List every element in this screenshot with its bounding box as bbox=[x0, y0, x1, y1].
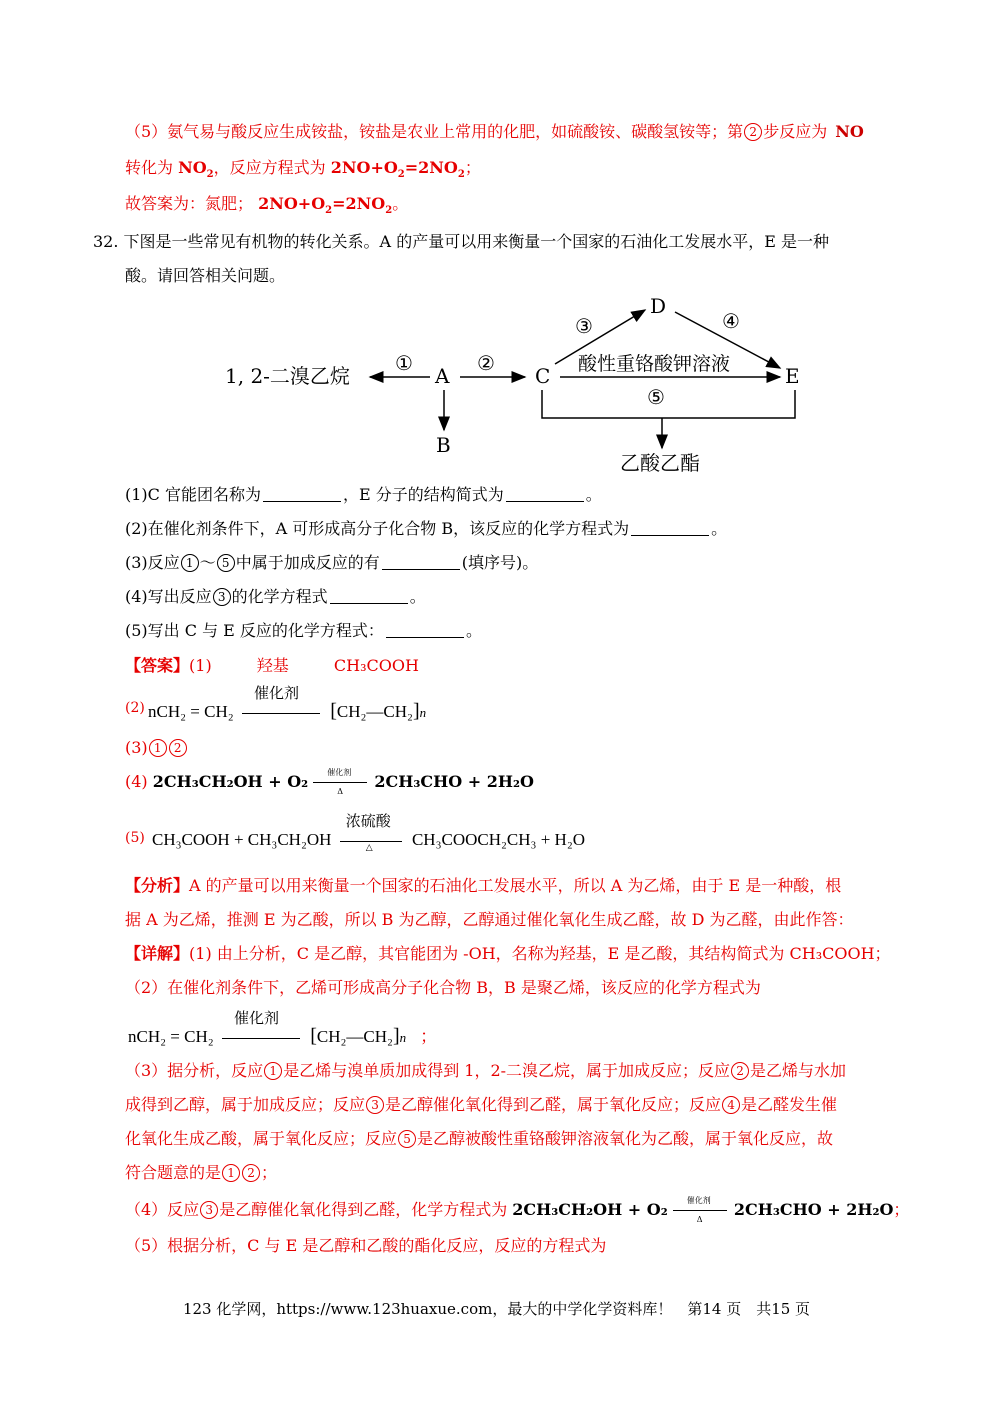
subquestion-3: (3)反应 1 ～ 5 中属于加成反应的有 (填序号)。 bbox=[125, 553, 539, 572]
bracket-r5 bbox=[542, 390, 795, 418]
detail-2-equation: nCH₂ = CH₂ 催化剂 [CH₂—CH₂]n ； bbox=[128, 1011, 438, 1047]
answer-blank bbox=[631, 521, 709, 536]
detail-line-2: （2）在催化剂条件下，乙烯可形成高分子化合物 B，B 是聚乙烯，该反应的化学方程式为 bbox=[125, 978, 761, 997]
detail-5: （5）根据分析，C 与 E 是乙醇和乙酸的酯化反应，反应的方程式为 bbox=[125, 1236, 607, 1255]
prev-line-2: 转化为 $NO_2$，反应方程式为 $2NO+O_2=2NO_2$； bbox=[125, 158, 481, 181]
label-r2: ② bbox=[477, 351, 495, 375]
answer-blank bbox=[263, 487, 341, 502]
analysis-line-1: 【分析】A 的产量可以用来衡量一个国家的石油化工发展水平，所以 A 为乙烯，由于 E 是一种酸，根 bbox=[125, 876, 842, 895]
prev-line-3: 故答案为：氮肥； $2NO+O_2=2NO_2$。 bbox=[125, 194, 409, 217]
answer-5-equation: CH₃COOH + CH₃CH₂OH 浓硫酸 △ CH₃COOCH₂CH₃ + H₂O bbox=[152, 814, 586, 852]
label-r3: ③ bbox=[575, 314, 593, 338]
node-A: A bbox=[435, 364, 450, 388]
answer-2-num: (2) bbox=[125, 700, 145, 716]
subquestion-5: (5)写出 C 与 E 反应的化学方程式： 。 bbox=[125, 621, 482, 640]
detail-3-line-1: （3）据分析，反应 1 是乙烯与溴单质加成得到 1，2-二溴乙烷，属于加成反应；反应 2 是乙烯与水加 bbox=[125, 1061, 847, 1080]
question-text-2: 酸。请回答相关问题。 bbox=[125, 266, 286, 285]
node-E: E bbox=[785, 364, 800, 388]
subquestion-1: (1)C 官能团名称为 ，E 分子的结构简式为 。 bbox=[125, 485, 602, 504]
page-footer: 123 化学网，https://www.123huaxue.com，最大的中学化学资料库！ 第14 页 共15 页 bbox=[182, 1300, 811, 1318]
analysis-line-2: 据 A 为乙烯，推测 E 为乙酸，所以 B 为乙醇，乙醇通过催化氧化生成乙醛，故 D 为乙醛，由此作答： bbox=[125, 910, 854, 929]
node-C: C bbox=[535, 364, 551, 388]
question-text-1: 32. 下图是一些常见有机物的转化关系。A 的产量可以用来衡量一个国家的石油化工发展水平，E 是一种 bbox=[93, 232, 829, 251]
answer-2-equation: nCH₂ = CH₂ 催化剂 [CH₂—CH₂]n bbox=[148, 686, 427, 722]
detail-3-line-2: 成得到乙醇，属于加成反应；反应 3 是乙醇催化氧化得到乙醛，属于氧化反应；反应 4 是乙醛发生催 bbox=[125, 1095, 838, 1114]
node-D: D bbox=[650, 294, 667, 318]
node-B: B bbox=[436, 433, 451, 457]
answer-blank bbox=[330, 589, 408, 604]
label-r1: ① bbox=[395, 351, 413, 375]
node-ethyl-acetate: 乙酸乙酯 bbox=[620, 451, 700, 475]
answer-blank bbox=[506, 487, 584, 502]
answer-3: (3) 1 2 bbox=[125, 737, 188, 759]
detail-line-1: 【详解】(1) 由上分析，C 是乙醇，其官能团为 -OH，名称为羟基，E 是乙酸，其结构简式为 CH₃COOH； bbox=[125, 944, 891, 963]
answer-blank bbox=[382, 555, 460, 570]
label-r5: ⑤ bbox=[647, 385, 665, 409]
answer-blank bbox=[386, 623, 464, 638]
answer-4: (4) 2CH₃CH₂OH + O₂ 催化剂 Δ 2CH₃CHO + 2H₂O bbox=[125, 768, 534, 796]
circled-number: 2 bbox=[744, 123, 762, 141]
node-dibromoethane: 1, 2-二溴乙烷 bbox=[225, 364, 350, 388]
reagent-label: 酸性重铬酸钾溶液 bbox=[578, 353, 731, 375]
detail-3-line-3: 化氧化生成乙酸，属于氧化反应；反应 5 是乙醇被酸性重铬酸钾溶液氧化为乙酸，属于氧化反应，故 bbox=[125, 1129, 834, 1148]
detail-4: （4）反应 3 是乙醇催化氧化得到乙醛，化学方程式为 2CH₃CH₂OH + O₂ 催化剂 Δ 2CH₃CHO + 2H₂O； bbox=[125, 1196, 910, 1224]
label-r4: ④ bbox=[722, 309, 740, 333]
subquestion-2: (2)在催化剂条件下，A 可形成高分子化合物 B，该反应的化学方程式为 。 bbox=[125, 519, 728, 538]
prev-line-1: （5）氨气易与酸反应生成铵盐，铵盐是农业上常用的化肥，如硫酸铵、碳酸氢铵等；第 2 步反应为 NO bbox=[125, 122, 864, 141]
subquestion-4: (4)写出反应 3 的化学方程式 。 bbox=[125, 587, 426, 606]
answer-1: 【答案】(1) 羟基 CH₃COOH bbox=[125, 656, 419, 675]
answer-5-num: (5) bbox=[125, 830, 145, 846]
reaction-diagram bbox=[220, 290, 820, 480]
detail-3-line-4: 符合题意的是 1 2 ； bbox=[125, 1163, 278, 1182]
